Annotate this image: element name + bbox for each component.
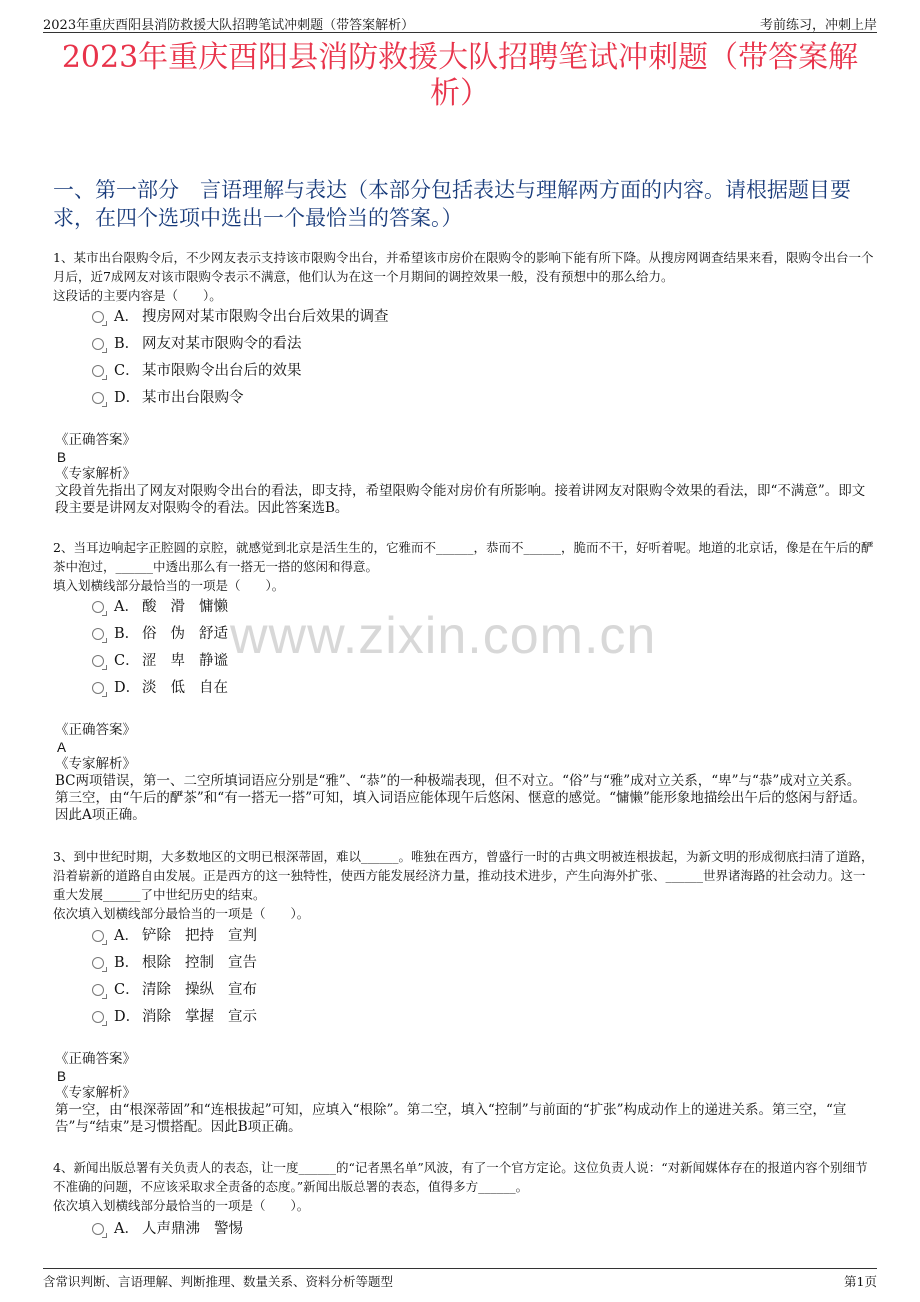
analysis-text: BC两项错误，第一、二空所填词语应分别是“雅”、“恭”的一种极端表现，但不对立。“俗”与“雅”成对立关系，“卑”与“恭”成对立关系。第三空，由“午后的酽茶”和“有一搭无一搭”可知，填入词语应能体现午后悠闲、惬意的感觉。“慵懒”能形象地描绘出午后的悠闲与舒适。因此A项正确。 (55, 773, 866, 823)
radio-icon[interactable] (92, 601, 104, 613)
question-1 (53, 248, 874, 305)
radio-icon[interactable] (92, 1011, 104, 1023)
section-heading: 一、第一部分 言语理解与表达（本部分包括表达与理解两方面的内容。请根据题目要求，在四个选项中选出一个最恰当的答案。） (53, 178, 851, 230)
option-c[interactable]: C． 涩 卑 静谧 (92, 648, 242, 675)
radio-icon[interactable] (92, 682, 104, 694)
option-a[interactable]: A． 铲除 把持 宣判 (92, 923, 271, 950)
option-a[interactable]: A． 搜房网对某市限购令出台后效果的调查 (92, 304, 403, 331)
watermark: www.zixin.com.cn (230, 607, 657, 665)
analysis-label: 《专家解析》 (55, 1085, 136, 1101)
option-b[interactable]: B． 根除 控制 宣告 (92, 950, 271, 977)
answer-block-3 (55, 1051, 868, 1136)
question-prompt: 依次填入划横线部分最恰当的一项是（ ）。 (53, 1198, 310, 1213)
options-2 (92, 594, 242, 702)
question-prompt: 依次填入划横线部分最恰当的一项是（ ）。 (53, 906, 310, 921)
question-prompt: 填入划横线部分最恰当的一项是（ ）。 (53, 578, 285, 593)
page-number: 第1页 (844, 1274, 877, 1289)
option-a[interactable]: A． 人声鼎沸 警惕 (92, 1216, 257, 1243)
page-header (43, 12, 877, 33)
analysis-text: 第一空，由“根深蒂固”和“连根拔起”可知，应填入“根除”。第二空，填入“控制”与前面的“扩张”构成动作上的递进关系。第三空，“宣告”与“结束”是习惯搭配。因此B项正确。 (55, 1102, 847, 1135)
radio-icon[interactable] (92, 984, 104, 996)
analysis-text: 文段首先指出了网友对限购令出台的看法，即支持，希望限购令能对房价有所影响。接着讲网友对限购令效果的看法，即“不满意”。即文段主要是讲网友对限购令的看法。因此答案选B。 (55, 483, 866, 516)
radio-icon[interactable] (92, 957, 104, 969)
header-doc-title: 2023年重庆酉阳县消防救援大队招聘笔试冲刺题（带答案解析） (43, 18, 415, 33)
analysis-label: 《专家解析》 (55, 466, 136, 482)
radio-icon[interactable] (92, 311, 104, 323)
document-title: 2023年重庆酉阳县消防救援大队招聘笔试冲刺题（带答案解析） (61, 40, 859, 111)
options-1 (92, 304, 403, 412)
option-d[interactable]: D． 淡 低 自在 (92, 675, 242, 702)
radio-icon[interactable] (92, 655, 104, 667)
footer-topics: 含常识判断、言语理解、判断推理、数量关系、资料分析等题型 (43, 1274, 394, 1289)
answer-value: A (57, 740, 67, 755)
option-a[interactable]: A． 酸 滑 慵懒 (92, 594, 242, 621)
question-stem: 4、新闻出版总署有关负责人的表态，让一度______的“记者黑名单”风波，有了一个官方定论。这位负责人说：“对新闻媒体存在的报道内容个别细节不准确的问题，不应该采取求全责备的态度。”新闻出版总署的表态，值得多方______。 (53, 1160, 868, 1194)
radio-icon[interactable] (92, 930, 104, 942)
answer-block-1 (55, 432, 868, 517)
option-c[interactable]: C． 清除 操纵 宣布 (92, 977, 271, 1004)
question-stem: 3、到中世纪时期，大多数地区的文明已根深蒂固，难以______。唯独在西方，曾盛行一时的古典文明被连根拔起，为新文明的形成彻底扫清了道路，沿着崭新的道路自由发展。正是西方的这一独特性，使西方能发展经济力量，推动技术进步，产生向海外扩张、______世界诸海路的社会动力。这一重大发展______了中世纪历史的结束。 (53, 849, 874, 902)
radio-icon[interactable] (92, 392, 104, 404)
option-c[interactable]: C． 某市限购令出台后的效果 (92, 358, 403, 385)
answer-label: 《正确答案》 (55, 432, 136, 448)
radio-icon[interactable] (92, 338, 104, 350)
question-4 (53, 1158, 874, 1215)
options-3 (92, 923, 271, 1031)
question-2 (53, 538, 874, 595)
answer-label: 《正确答案》 (55, 722, 136, 738)
radio-icon[interactable] (92, 1223, 104, 1235)
answer-block-2 (55, 722, 868, 824)
answer-label: 《正确答案》 (55, 1051, 136, 1067)
analysis-label: 《专家解析》 (55, 756, 136, 772)
option-d[interactable]: D． 消除 掌握 宣示 (92, 1004, 271, 1031)
header-motto: 考前练习，冲刺上岸 (759, 18, 877, 33)
radio-icon[interactable] (92, 365, 104, 377)
question-3 (53, 847, 874, 923)
radio-icon[interactable] (92, 628, 104, 640)
option-d[interactable]: D． 某市出台限购令 (92, 385, 403, 412)
answer-value: B (57, 450, 67, 465)
answer-value: B (57, 1069, 67, 1084)
question-stem: 2、当耳边响起字正腔圆的京腔，就感觉到北京是活生生的，它雅而不______，恭而不______，脆而不干，好听着呢。地道的北京话，像是在午后的酽茶中泡过，______中透出那么有一搭无一搭的悠闲和得意。 (53, 540, 874, 574)
page-footer (43, 1268, 877, 1290)
question-stem: 1、某市出台限购令后，不少网友表示支持该市限购令出台，并希望该市房价在限购令的影响下能有所下降。从搜房网调查结果来看，限购令出台一个月后，近7成网友对该市限购令表示不满意，他们认为在这一个月期间的调控效果一般，没有预想中的那么给力。 (53, 250, 874, 284)
option-b[interactable]: B． 俗 伪 舒适 (92, 621, 242, 648)
question-prompt: 这段话的主要内容是（ ）。 (53, 288, 222, 303)
options-4 (92, 1216, 257, 1243)
option-b[interactable]: B． 网友对某市限购令的看法 (92, 331, 403, 358)
